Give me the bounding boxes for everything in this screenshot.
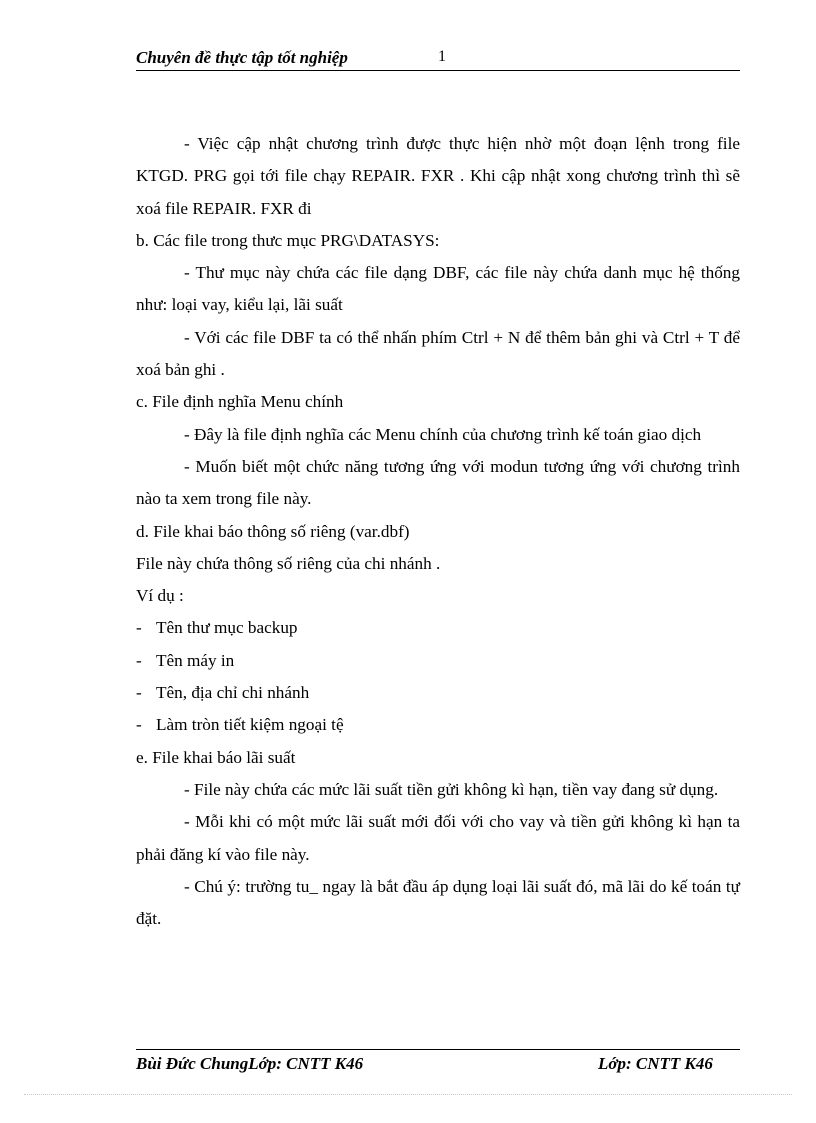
heading-var-dbf: d. File khai báo thông số riêng (var.dbf) bbox=[136, 521, 410, 541]
page-footer bbox=[136, 1049, 740, 1073]
list-bullet: - bbox=[136, 650, 142, 670]
list-item-text: Làm tròn tiết kiệm ngoại tệ bbox=[156, 715, 344, 735]
list-bullet: - bbox=[136, 683, 142, 703]
list-bullet: - bbox=[136, 618, 142, 638]
heading-main-menu-file: c. File định nghĩa Menu chính bbox=[136, 392, 344, 412]
example-label: Ví dụ : bbox=[136, 586, 184, 606]
page-number: 1 bbox=[438, 48, 446, 65]
page-header bbox=[136, 48, 740, 71]
paragraph-main-menu-definition: - Đây là file định nghĩa các Menu chính của chương trình kế toán giao dịch bbox=[184, 424, 702, 444]
list-item bbox=[136, 677, 740, 709]
list-item bbox=[136, 645, 740, 677]
paragraph-interest-registration: - Mỗi khi có một mức lãi suất mới đối với cho vay và tiền gửi không kì hạn ta phải đăng kí vào file này. bbox=[136, 812, 740, 864]
body-text bbox=[136, 128, 740, 935]
paragraph-datasys-contents: - Thư mục này chứa các file dạng DBF, các file này chứa danh mục hệ thống như: loại vay, kiểu lại, lãi suất bbox=[136, 263, 740, 315]
paragraph-note: - Chú ý: trường tu_ ngay là bắt đầu áp dụng loại lãi suất đó, mã lãi do kế toán tự đặt. bbox=[136, 876, 740, 929]
list-item-text: Tên máy in bbox=[156, 650, 235, 670]
footer-class: Lớp: CNTT K46 bbox=[598, 1054, 713, 1073]
paragraph-dbf-shortcuts: - Với các file DBF ta có thể nhấn phím Ctrl + N để thêm bản ghi và Ctrl + T để xoá bản ghi . bbox=[136, 327, 740, 380]
list-item bbox=[136, 612, 740, 644]
heading-datasys-folder: b. Các file trong thưc mục PRG\DATASYS: bbox=[136, 230, 440, 250]
paragraph-branch-params: File này chứa thông số riêng của chi nhánh . bbox=[136, 553, 441, 573]
paragraph-interest-contents: - File này chứa các mức lãi suất tiền gửi không kì hạn, tiền vay đang sử dụng. bbox=[184, 779, 719, 799]
paragraph-module-lookup: - Muốn biết một chức năng tương ứng với modun tương ứng với chương trình nào ta xem trong file này. bbox=[136, 456, 740, 509]
page-boundary bbox=[24, 1094, 792, 1095]
list-item bbox=[136, 709, 740, 741]
heading-interest-file: e. File khai báo lãi suất bbox=[136, 747, 296, 767]
list-bullet: - bbox=[136, 715, 142, 735]
document-title: Chuyên đề thực tập tốt nghiệp bbox=[136, 48, 348, 67]
footer-author: Bùi Đức ChungLớp: CNTT K46 bbox=[136, 1054, 364, 1073]
paragraph-update-program: - Việc cập nhật chương trình được thực hiện nhờ một đoạn lệnh trong file KTGD. PRG gọi tới file chạy REPAIR. FXR . Khi cập nhật xong chương trình thì sẽ xoá file REPAIR. FXR đi bbox=[136, 134, 740, 218]
list-item-text: Tên, địa chỉ chi nhánh bbox=[156, 683, 310, 703]
list-item-text: Tên thư mục backup bbox=[156, 618, 298, 638]
